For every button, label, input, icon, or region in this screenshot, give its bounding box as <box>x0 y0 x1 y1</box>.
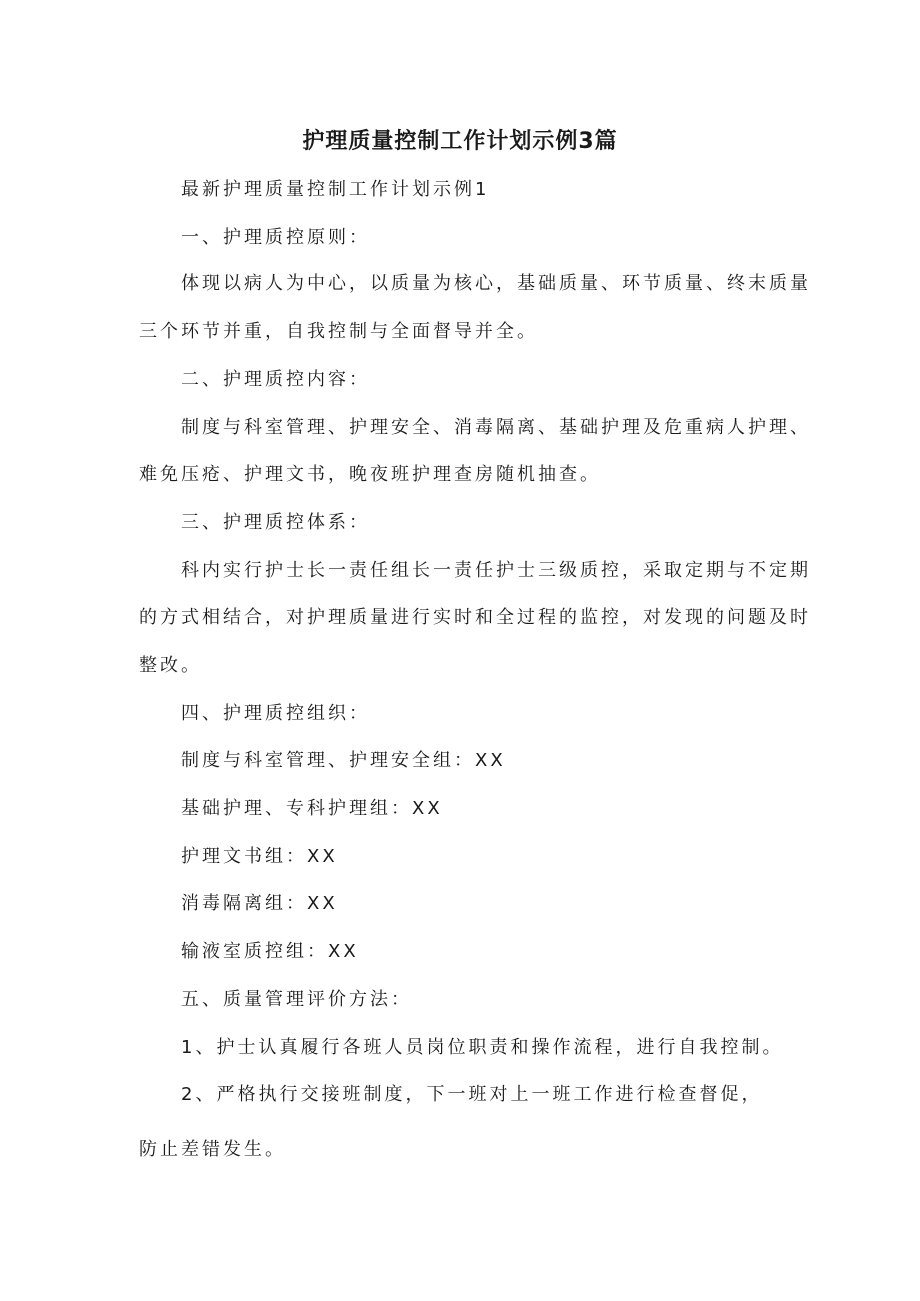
section-heading-2: 二、护理质控内容： <box>181 369 370 390</box>
section-heading-4: 四、护理质控组织： <box>181 703 370 724</box>
paragraph-line: 2、严格执行交接班制度，下一班对上一班工作进行检查督促， <box>181 1084 763 1105</box>
paragraph-line: 整改。 <box>139 655 202 676</box>
paragraph-line: 体现以病人为中心，以质量为核心，基础质量、环节质量、终末质量 <box>181 273 811 294</box>
list-item: 护理文书组：XX <box>181 846 338 867</box>
list-item: 消毒隔离组：XX <box>181 893 338 914</box>
paragraph-line: 的方式相结合，对护理质量进行实时和全过程的监控，对发现的问题及时 <box>139 607 811 628</box>
list-item: 基础护理、专科护理组：XX <box>181 798 443 819</box>
section-heading-3: 三、护理质控体系： <box>181 512 370 533</box>
paragraph-line: 制度与科室管理、护理安全、消毒隔离、基础护理及危重病人护理、 <box>181 417 811 438</box>
section-heading-1: 一、护理质控原则： <box>181 227 370 248</box>
section-heading-5: 五、质量管理评价方法： <box>181 989 412 1010</box>
list-item: 输液室质控组：XX <box>181 941 359 962</box>
paragraph-line: 难免压疮、护理文书，晚夜班护理查房随机抽查。 <box>139 464 601 485</box>
document-title: 护理质量控制工作计划示例3篇 <box>302 129 618 154</box>
subtitle-line: 最新护理质量控制工作计划示例1 <box>181 179 490 200</box>
paragraph-line: 防止差错发生。 <box>139 1139 286 1160</box>
list-item: 制度与科室管理、护理安全组：XX <box>181 750 506 771</box>
paragraph-line: 科内实行护士长一责任组长一责任护士三级质控，采取定期与不定期 <box>181 560 811 581</box>
paragraph-line: 1、护士认真履行各班人员岗位职责和操作流程，进行自我控制。 <box>181 1037 784 1058</box>
paragraph-line: 三个环节并重，自我控制与全面督导并全。 <box>139 321 538 342</box>
